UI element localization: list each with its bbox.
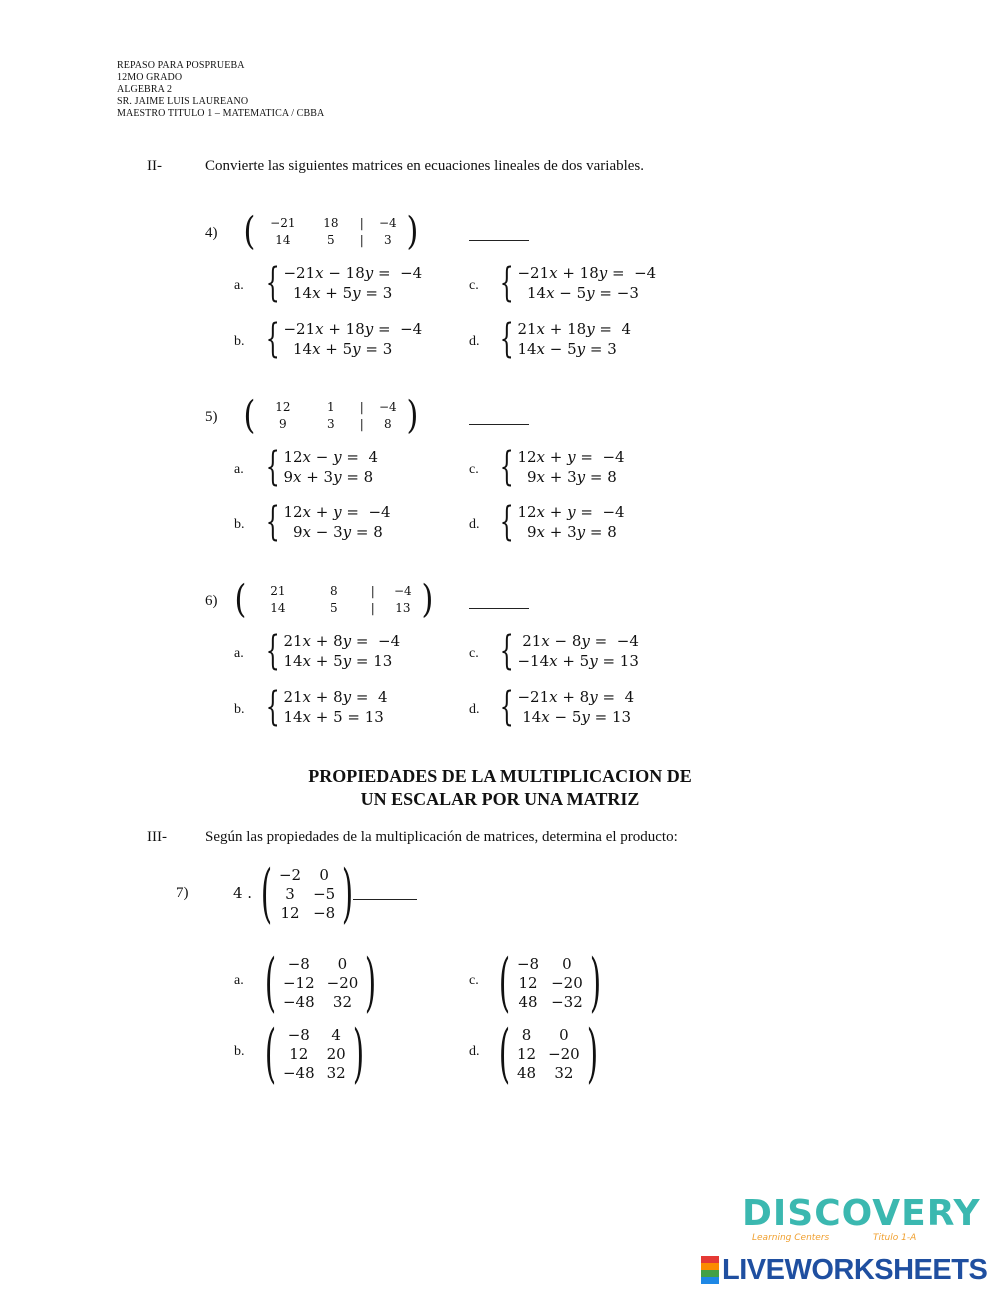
discovery-subtitle-left: Learning Centers	[752, 1233, 830, 1243]
live-badge-icon	[701, 1256, 719, 1284]
answer-blank-4[interactable]	[469, 240, 529, 241]
left-paren: (	[260, 857, 273, 931]
cell: |	[359, 399, 364, 414]
cell: 8	[330, 583, 338, 598]
cell: 8	[384, 416, 392, 431]
cell: 12	[275, 399, 291, 414]
cell: 32	[332, 992, 352, 1011]
brace: {	[499, 684, 514, 730]
option-label: b.	[234, 334, 245, 349]
cell: 0	[562, 954, 572, 973]
header-line-5: MAESTRO TITULO 1 – MATEMATICA / CBBA	[117, 108, 325, 119]
cell: 14	[270, 600, 286, 615]
question-4-option-c[interactable]	[494, 260, 657, 306]
cell: |	[359, 416, 364, 431]
cell: 5	[327, 232, 335, 247]
equation: 14𝑥 + 5 = 13	[283, 708, 384, 726]
brace: {	[499, 260, 514, 306]
equation: 21𝑥 − 8𝑦 = −4	[517, 632, 639, 650]
cell: 9	[279, 416, 287, 431]
option-label: a.	[234, 462, 244, 477]
cell: 3	[327, 416, 335, 431]
header-line-1: REPASO PARA POSPRUEBA	[117, 60, 245, 71]
cell: 13	[395, 600, 411, 615]
equation: 12𝑥 − 𝑦 = 4	[283, 448, 378, 466]
equation: 12𝑥 + 𝑦 = −4	[283, 503, 391, 521]
section-3-instruction: Según las propiedades de la multiplicación de matrices, determina el producto:	[205, 829, 678, 845]
equation: 14𝑥 + 5𝑦 = 13	[283, 652, 393, 670]
section-2-instruction: Convierte las siguientes matrices en ecuaciones lineales de dos variables.	[205, 158, 645, 174]
cell: 1	[327, 399, 335, 414]
cell: 5	[330, 600, 338, 615]
cell: −4	[378, 399, 397, 414]
equation: 21𝑥 + 8𝑦 = 4	[283, 688, 388, 706]
option-label: c.	[469, 646, 479, 661]
cell: 3	[384, 232, 392, 247]
equation: 9𝑥 + 3𝑦 = 8	[517, 523, 617, 541]
left-paren: (	[498, 946, 511, 1020]
section-2-label: II-	[147, 158, 162, 174]
option-label: c.	[469, 462, 479, 477]
option-label: c.	[469, 278, 479, 293]
cell: 32	[326, 1063, 346, 1082]
question-7-matrix	[254, 857, 360, 931]
cell: −8	[287, 954, 310, 973]
cell: −32	[551, 992, 583, 1011]
question-7-number: 7)	[176, 885, 189, 901]
discovery-logo: DISCOVERY	[742, 1193, 981, 1234]
cell: 20	[326, 1044, 346, 1063]
section-title-line-2: UN ESCALAR POR UNA MATRIZ	[360, 789, 640, 809]
question-4-option-d[interactable]	[494, 316, 632, 362]
option-label: d.	[469, 702, 480, 717]
question-6-option-b[interactable]	[260, 684, 388, 730]
cell: |	[370, 583, 375, 598]
question-4-number: 4)	[205, 225, 218, 241]
cell: −8	[287, 1025, 310, 1044]
equation: 9𝑥 + 3𝑦 = 8	[283, 468, 374, 486]
brace: {	[265, 684, 280, 730]
brace: {	[499, 316, 514, 362]
equation: 14𝑥 + 5𝑦 = 3	[283, 340, 393, 358]
option-label: a.	[234, 973, 244, 988]
left-paren: (	[243, 209, 256, 253]
equation: 12𝑥 + 𝑦 = −4	[517, 503, 625, 521]
brace: {	[265, 316, 280, 362]
question-5-option-d[interactable]	[494, 499, 625, 545]
cell: 32	[554, 1063, 574, 1082]
question-4-option-b[interactable]	[260, 316, 423, 362]
right-paren: )	[589, 946, 601, 1020]
header-line-3: ALGEBRA 2	[117, 84, 173, 95]
question-6-option-c[interactable]	[494, 628, 639, 674]
cell: −8	[516, 954, 540, 973]
brace: {	[499, 628, 514, 674]
question-6-option-a[interactable]	[260, 628, 401, 674]
equation: 12𝑥 + 𝑦 = −4	[517, 448, 625, 466]
brace: {	[265, 444, 280, 490]
brace: {	[265, 260, 280, 306]
left-paren: (	[498, 1017, 511, 1091]
equation: −21𝑥 + 18𝑦 = −4	[517, 264, 657, 282]
cell: −12	[282, 973, 315, 992]
option-label: d.	[469, 1044, 480, 1059]
question-5-option-b[interactable]	[260, 499, 391, 545]
equation: 9𝑥 − 3𝑦 = 8	[283, 523, 383, 541]
question-4-matrix	[242, 209, 420, 253]
question-5-matrix	[242, 393, 420, 437]
brace: {	[499, 499, 514, 545]
discovery-subtitle-right: Titulo 1-A	[873, 1233, 917, 1243]
brace: {	[265, 499, 280, 545]
option-label: b.	[234, 1044, 245, 1059]
cell: 3	[285, 884, 295, 903]
cell: −4	[378, 215, 397, 230]
left-paren: (	[264, 946, 277, 1020]
equation: −14𝑥 + 5𝑦 = 13	[517, 652, 639, 670]
cell: |	[370, 600, 375, 615]
cell: −20	[551, 973, 583, 992]
option-label: b.	[234, 702, 245, 717]
answer-blank-6[interactable]	[469, 608, 529, 609]
section-3-label: III-	[147, 829, 167, 845]
right-paren: )	[352, 1017, 364, 1091]
cell: −48	[282, 992, 315, 1011]
left-paren: (	[243, 393, 256, 437]
cell: 4	[331, 1025, 341, 1044]
equation: −21𝑥 + 18𝑦 = −4	[283, 320, 423, 338]
cell: 0	[319, 865, 329, 884]
section-title-line-1: PROPIEDADES DE LA MULTIPLICACION DE	[308, 766, 692, 786]
cell: −48	[282, 1063, 315, 1082]
right-paren: )	[586, 1017, 598, 1091]
cell: |	[359, 215, 364, 230]
cell: 48	[516, 1063, 537, 1082]
equation: 14𝑥 − 5𝑦 = −3	[517, 284, 639, 302]
equation: 14𝑥 − 5𝑦 = 3	[517, 340, 617, 358]
question-4-option-a[interactable]	[260, 260, 423, 306]
question-7-option-a[interactable]	[258, 946, 383, 1020]
equation: 14𝑥 + 5𝑦 = 3	[283, 284, 393, 302]
left-paren: (	[264, 1017, 277, 1091]
option-label: d.	[469, 334, 480, 349]
answer-blank-7[interactable]	[353, 899, 417, 900]
cell: 14	[275, 232, 291, 247]
cell: −20	[326, 973, 359, 992]
option-label: d.	[469, 517, 480, 532]
header-line-4: SR. JAIME LUIS LAUREANO	[117, 96, 249, 107]
question-5-number: 5)	[205, 409, 218, 425]
cell: |	[359, 232, 364, 247]
equation: 9𝑥 + 3𝑦 = 8	[517, 468, 617, 486]
cell: −2	[278, 865, 302, 884]
option-label: c.	[469, 973, 479, 988]
cell: 0	[337, 954, 348, 973]
question-7-scalar: 4 .	[233, 884, 253, 902]
right-paren: )	[342, 857, 354, 931]
cell: −20	[548, 1044, 580, 1063]
cell: −4	[393, 583, 412, 598]
right-paren: )	[406, 393, 419, 437]
question-7-option-c[interactable]	[492, 946, 608, 1020]
equation: 21𝑥 + 18𝑦 = 4	[517, 320, 632, 338]
right-paren: )	[421, 577, 434, 621]
right-paren: )	[406, 209, 419, 253]
question-6-number: 6)	[205, 593, 218, 609]
cell: −8	[313, 903, 336, 922]
option-label: a.	[234, 646, 244, 661]
cell: −21	[270, 215, 296, 230]
answer-blank-5[interactable]	[469, 424, 529, 425]
right-paren: )	[365, 946, 377, 1020]
cell: 18	[323, 215, 339, 230]
question-6-option-d[interactable]	[494, 684, 635, 730]
brace: {	[499, 444, 514, 490]
cell: 0	[559, 1025, 569, 1044]
question-5-option-a[interactable]	[260, 444, 378, 490]
question-5-option-c[interactable]	[494, 444, 625, 490]
header-line-2: 12MO GRADO	[117, 72, 183, 83]
question-7-option-d[interactable]	[492, 1017, 605, 1091]
question-7-option-b[interactable]	[258, 1017, 371, 1091]
cell: 12	[280, 903, 300, 922]
cell: 12	[516, 1044, 537, 1063]
cell: 12	[289, 1044, 309, 1063]
brace: {	[265, 628, 280, 674]
cell: 12	[518, 973, 538, 992]
equation: 21𝑥 + 8𝑦 = −4	[283, 632, 401, 650]
equation: 14𝑥 − 5𝑦 = 13	[517, 708, 632, 726]
cell: −5	[313, 884, 336, 903]
option-label: a.	[234, 278, 244, 293]
question-6-matrix	[233, 577, 435, 621]
cell: 21	[270, 583, 286, 598]
liveworksheets-logo: LIVEWORKSHEETS	[722, 1254, 988, 1286]
cell: 8	[521, 1025, 532, 1044]
left-paren: (	[234, 577, 247, 621]
equation: −21𝑥 + 8𝑦 = 4	[517, 688, 635, 706]
cell: 48	[518, 992, 538, 1011]
option-label: b.	[234, 517, 245, 532]
equation: −21𝑥 − 18𝑦 = −4	[283, 264, 423, 282]
